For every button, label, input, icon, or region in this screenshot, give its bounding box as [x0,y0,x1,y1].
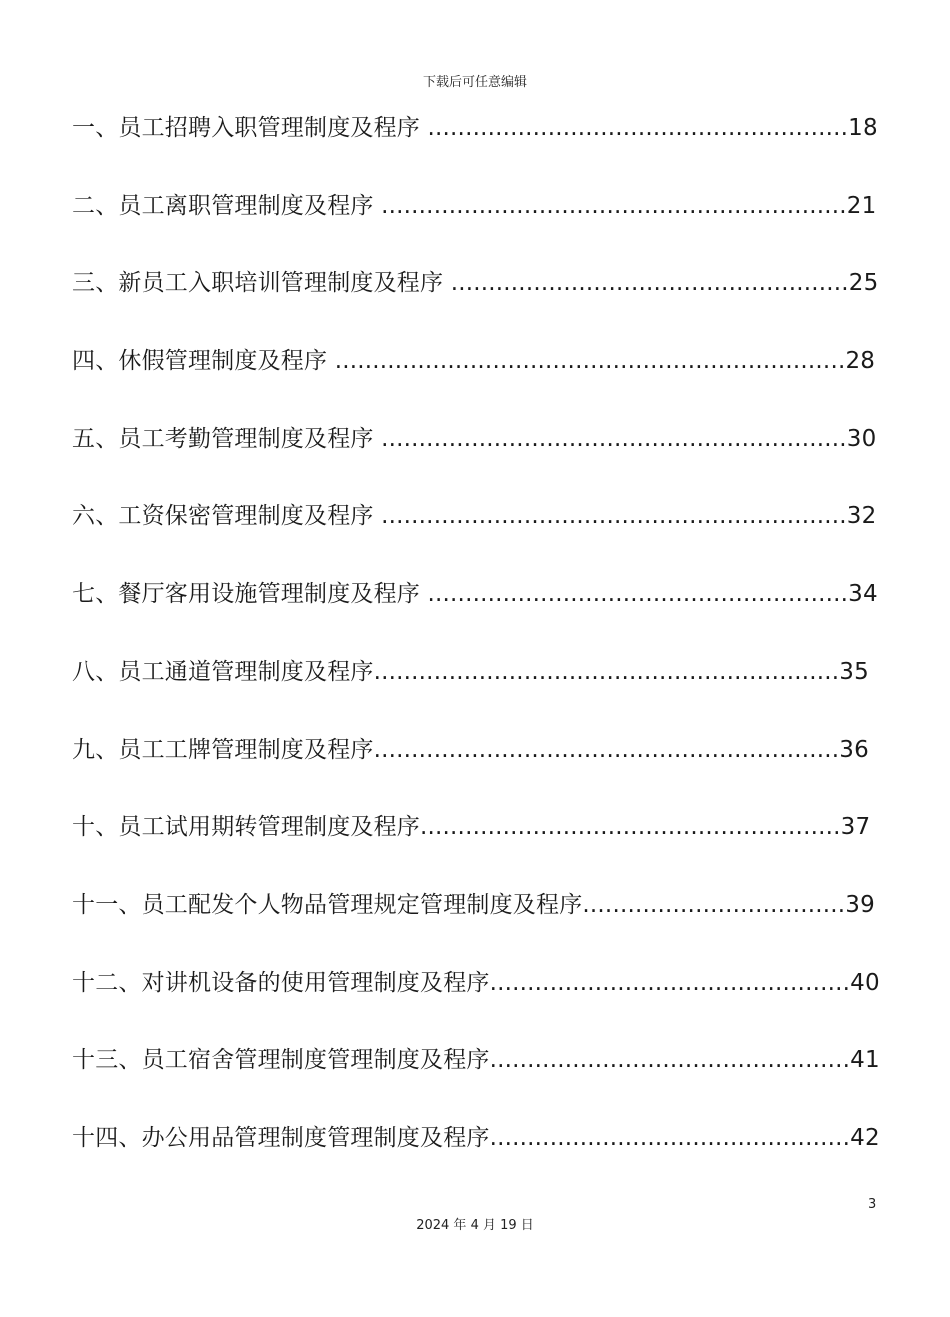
toc-entry-text: 一、员工招聘入职管理制度及程序 ........................................................18 [72,115,878,141]
toc-entry-text: 十、员工试用期转管理制度及程序........................................................37 [72,814,871,841]
table-of-contents [72,108,880,1196]
toc-entry-2[interactable] [72,186,880,264]
toc-entry-1[interactable] [72,108,880,186]
toc-entry-text: 四、休假管理制度及程序 ....................................................................28 [72,348,876,375]
toc-entry-text: 九、员工工牌管理制度及程序..............................................................36 [72,736,869,763]
toc-entry-text: 十四、办公用品管理制度管理制度及程序................................................42 [72,1124,880,1151]
header-note: 下载后可任意编辑 [422,75,527,90]
toc-entry-text: 八、员工通道管理制度及程序..............................................................35 [72,658,869,685]
toc-entry-text: 二、员工离职管理制度及程序 ..............................................................21 [72,192,877,219]
toc-entry-11[interactable] [72,885,880,963]
toc-entry-13[interactable] [72,1040,880,1118]
toc-entry-text: 五、员工考勤管理制度及程序 ..............................................................30 [72,425,877,452]
toc-entry-10[interactable] [72,807,880,885]
toc-entry-12[interactable] [72,963,880,1041]
toc-entry-6[interactable] [72,496,880,574]
toc-entry-text: 十一、员工配发个人物品管理规定管理制度及程序...................................39 [72,891,875,918]
toc-entry-8[interactable] [72,652,880,730]
page-number: 3 [868,1197,877,1212]
toc-entry-text: 六、工资保密管理制度及程序 ..............................................................32 [72,503,877,530]
footer-date: 2024 年 4 月 19 日 [416,1218,534,1233]
toc-entry-text: 七、餐厅客用设施管理制度及程序 ........................................................34 [72,581,878,608]
toc-entry-9[interactable] [72,730,880,808]
toc-entry-7[interactable] [72,574,880,652]
toc-entry-text: 三、新员工入职培训管理制度及程序 .....................................................25 [72,270,879,297]
toc-entry-text: 十二、对讲机设备的使用管理制度及程序................................................40 [72,969,880,996]
toc-entry-14[interactable] [72,1118,880,1196]
toc-entry-4[interactable] [72,341,880,419]
toc-entry-text: 十三、员工宿舍管理制度管理制度及程序................................................41 [72,1047,880,1074]
toc-entry-5[interactable] [72,419,880,497]
toc-entry-3[interactable] [72,263,880,341]
